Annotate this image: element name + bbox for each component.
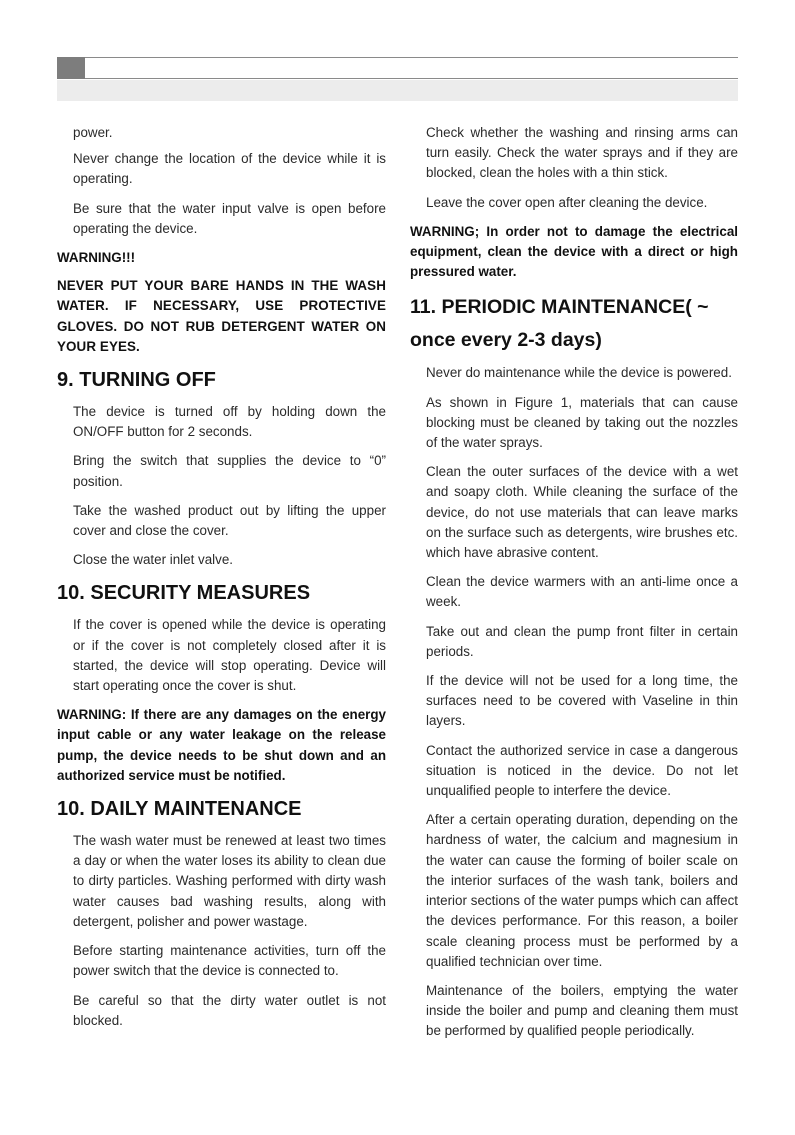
paragraph: If the device will not be used for a long time, the surfaces need to be covered with Vaseline in thin layers.: [426, 673, 738, 729]
header-marker: [57, 57, 85, 79]
paragraph: Take out and clean the pump front filter in certain periods.: [426, 623, 738, 659]
left-column: [57, 123, 386, 1040]
paragraph: Bring the switch that supplies the device to “0” position.: [73, 453, 386, 489]
warning-text: WARNING; In order not to damage the electrical equipment, clean the device with a direct or high pressured water.: [410, 223, 738, 280]
warning-text: NEVER PUT YOUR BARE HANDS IN THE WASH WATER. IF NECESSARY, USE PROTECTIVE GLOVES. DO NOT RUB DETERGENT WATER ON YOUR EYES.: [57, 278, 386, 354]
paragraph: Never do maintenance while the device is powered.: [426, 365, 732, 381]
paragraph: power.: [73, 125, 113, 140]
paragraph: Take the washed product out by lifting the upper cover and close the cover.: [73, 502, 386, 539]
right-column: [410, 123, 738, 1051]
header-rule: [57, 57, 738, 58]
paragraph: Clean the device warmers with an anti-lime once a week.: [426, 574, 738, 610]
section-heading-daily-maintenance: 10. DAILY MAINTENANCE: [57, 798, 302, 821]
warning-title: WARNING!!!: [57, 250, 136, 266]
paragraph: The device is turned off by holding down the ON/OFF button for 2 seconds.: [73, 404, 386, 440]
section-heading-turning-off: 9. TURNING OFF: [57, 369, 216, 392]
header-rule-lower: [85, 78, 738, 79]
paragraph: After a certain operating duration, depending on the hardness of water, the calcium and magnesium in the water can cause the forming of boiler scale on the interior surfaces of the wash tank, boilers and interior sections of the water pumps which can affect the devices performance. For this reason, a boiler scale cleaning process must be performed by a qualified technician over time.: [426, 812, 738, 969]
paragraph: As shown in Figure 1, materials that can cause blocking must be cleaned by taking out the nozzles of the water sprays.: [426, 394, 738, 451]
paragraph: Never change the location of the device while it is operating.: [73, 151, 386, 187]
paragraph: Contact the authorized service in case a dangerous situation is noticed in the device. Do not let unqualified people to interfere the device.: [426, 742, 738, 799]
paragraph: Clean the outer surfaces of the device with a wet and soapy cloth. While cleaning the surface of the device, do not use materials that can leave marks on the surface such as detergents, wire brushes etc. which have abrasive content.: [426, 464, 738, 561]
paragraph: Be careful so that the dirty water outlet is not blocked.: [73, 992, 386, 1028]
paragraph: The wash water must be renewed at least two times a day or when the water loses its ability to clean due to dirty particles. Washing performed with dirty wash water causes bad washing results, along with detergent, polisher and power wastage.: [73, 833, 386, 929]
paragraph: If the cover is opened while the device is operating or if the cover is not completely closed after it is started, the device will stop operating. Device will start operating once the cover is shut.: [73, 617, 386, 694]
paragraph: Check whether the washing and rinsing arms can turn easily. Check the water sprays and if they are blocked, clean the holes with a thin stick.: [426, 125, 738, 181]
paragraph: Maintenance of the boilers, emptying the water inside the boiler and pump and cleaning them must be performed by qualified people periodically.: [426, 982, 738, 1039]
paragraph: Close the water inlet valve.: [73, 552, 234, 568]
header-band: [57, 80, 738, 101]
section-heading-security: 10. SECURITY MEASURES: [57, 582, 311, 605]
section-heading-periodic-maintenance: 11. PERIODIC MAINTENANCE( ~ once every 2-3 days): [410, 296, 709, 352]
paragraph: Be sure that the water input valve is open before operating the device.: [73, 200, 386, 236]
paragraph: Before starting maintenance activities, turn off the power switch that the device is connected to.: [73, 943, 386, 979]
paragraph: Leave the cover open after cleaning the device.: [426, 194, 708, 210]
warning-text: WARNING: If there are any damages on the energy input cable or any water leakage on the release pump, the device needs to be shut down and an authorized service must be notified.: [57, 707, 386, 783]
